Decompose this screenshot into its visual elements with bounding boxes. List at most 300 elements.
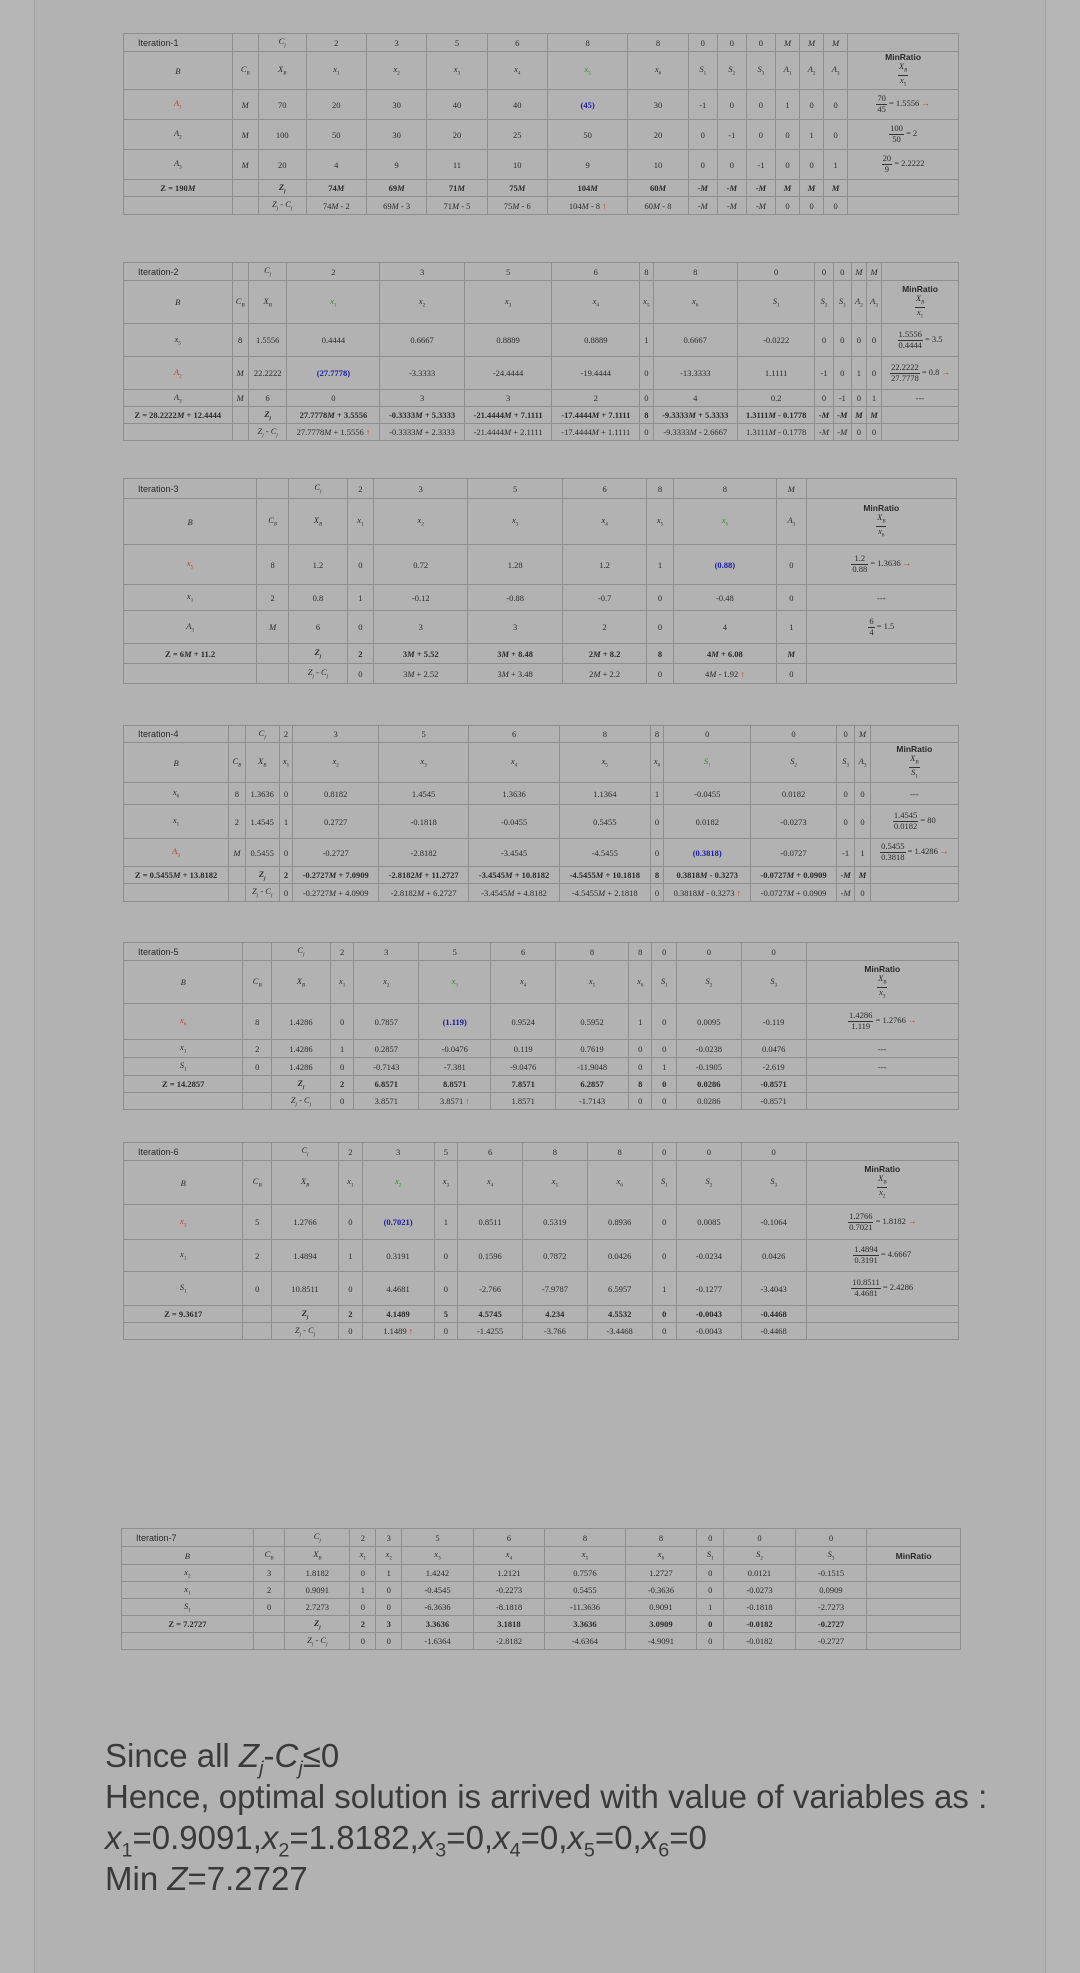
column-header: $C_B$ (229, 743, 246, 783)
table-cell: M (824, 180, 848, 197)
minratio-header: MinRatio $\frac{X_B}{x_6}$ (806, 499, 956, 545)
simplex-table-3 (123, 478, 957, 684)
table-cell: $Z_j$ (289, 644, 348, 664)
table-cell: 0 (717, 90, 746, 120)
table-cell: 0 (350, 1565, 376, 1582)
table-cell: (27.7778) (287, 357, 380, 390)
cj-cell (253, 1529, 285, 1547)
table-cell: 0.8889 (464, 324, 552, 357)
table-cell: 0.5455 (245, 839, 279, 867)
table-cell: 3 (253, 1565, 285, 1582)
cj-cell: 3 (366, 34, 426, 52)
table-cell: -0.2727 (795, 1633, 867, 1650)
table-cell: M (257, 611, 289, 644)
column-header: $S_1$ (737, 281, 815, 324)
table-cell: 0.0426 (741, 1240, 806, 1272)
table-cell: 0.2727 (293, 805, 379, 839)
table-cell: M (232, 120, 258, 150)
cj-cell (229, 726, 246, 743)
table-cell: 0 (800, 150, 824, 180)
table-cell: 0.119 (491, 1040, 556, 1058)
table-cell: -0.0234 (676, 1240, 741, 1272)
table-cell: 75M (487, 180, 547, 197)
table-cell: 1.4286 (272, 1058, 331, 1076)
table-cell: 0 (376, 1582, 402, 1599)
table-cell: -0.4468 (741, 1323, 806, 1340)
minratio-cell: $\frac{20}{9}$ = 2.2222 (848, 150, 959, 180)
table-cell: 3.8571 (354, 1093, 419, 1110)
cj-cell: 6 (473, 1529, 545, 1547)
table-cell: 10 (628, 150, 688, 180)
table-cell: -4.5455M + 2.1818 (559, 884, 650, 902)
table-cell: 0 (243, 1058, 272, 1076)
table-cell: -M (833, 407, 851, 424)
table-cell: -0.3636 (625, 1582, 697, 1599)
table-cell: 0 (652, 1093, 676, 1110)
cj-cell: 8 (625, 1529, 697, 1547)
table-cell: -6.3636 (402, 1599, 474, 1616)
cj-cell: 3 (380, 263, 464, 281)
table-cell: 3.3636 (545, 1616, 625, 1633)
table-cell: 1.1111 (737, 357, 815, 390)
table-cell: 6.2857 (556, 1076, 629, 1093)
minratio-header: MinRatio $\frac{X_B}{x_2}$ (806, 1161, 958, 1205)
table-cell: -1 (815, 357, 833, 390)
table-cell: 2 (243, 1040, 272, 1058)
table-cell (124, 884, 229, 902)
table-cell: 0.0286 (676, 1093, 741, 1110)
column-header: $x_1$ (279, 743, 293, 783)
table-cell (806, 664, 956, 684)
table-cell: 2 (347, 644, 373, 664)
table-cell: 30 (628, 90, 688, 120)
column-header: $x_6$ (625, 1547, 697, 1565)
iteration-label: Iteration-2 (124, 263, 233, 281)
table-cell: $Z_j - C_j$ (272, 1323, 339, 1340)
table-cell: -M (717, 197, 746, 215)
table-cell: 0 (376, 1633, 402, 1650)
basis-variable: $A_3$ (124, 839, 229, 867)
table-cell: M (232, 90, 258, 120)
table-cell: 0 (775, 120, 799, 150)
column-header: $C_B$ (257, 499, 289, 545)
cj-cell: 5 (379, 726, 469, 743)
table-cell: 0 (836, 805, 855, 839)
table-cell: 1 (775, 90, 799, 120)
table-cell: -3.4545 (469, 839, 560, 867)
column-header: $x_6$ (587, 1161, 652, 1205)
column-header: $X_B$ (248, 281, 287, 324)
cj-cell: 5 (468, 479, 562, 499)
table-cell: (0.7021) (362, 1205, 434, 1240)
table-cell: -24.4444 (464, 357, 552, 390)
table-cell: 0.1596 (458, 1240, 523, 1272)
cj-cell: 5 (427, 34, 487, 52)
table-cell: -0.1818 (724, 1599, 796, 1616)
cj-cell: 8 (556, 943, 629, 961)
table-cell (243, 1306, 272, 1323)
table-cell: $Z_j$ (258, 180, 306, 197)
table-cell: 0 (824, 120, 848, 150)
table-cell: 0 (434, 1272, 458, 1306)
table-row (124, 1040, 959, 1058)
table-cell: -1 (836, 839, 855, 867)
table-cell: -0.0182 (724, 1616, 796, 1633)
table-cell: -2.8182 (473, 1633, 545, 1650)
column-header: $x_3$ (434, 1161, 458, 1205)
cj-row (124, 726, 959, 743)
cj-cell (806, 1143, 958, 1161)
column-header: $A_3$ (777, 499, 807, 545)
table-cell (232, 180, 258, 197)
table-cell: -2.766 (458, 1272, 523, 1306)
table-cell: 0 (697, 1582, 724, 1599)
table-cell: 0 (640, 357, 653, 390)
column-header: $S_2$ (676, 1161, 741, 1205)
table-cell: 0 (652, 1040, 676, 1058)
table-cell: 0 (287, 390, 380, 407)
table-cell: -0.2727 (795, 1616, 867, 1633)
table-cell: 1 (376, 1565, 402, 1582)
table-cell: 2 (279, 867, 293, 884)
conclusion-line-3: $x_1=0.9091,x_2=1.8182,x_3=0,x_4=0,x_5=0,x_6=0$ (105, 1819, 707, 1862)
table-cell (232, 407, 248, 424)
table-cell: 0 (650, 805, 664, 839)
cj-cell: 0 (795, 1529, 867, 1547)
table-cell: 0 (855, 783, 870, 805)
table-cell: 1.4545 (379, 783, 469, 805)
table-cell: 100 (258, 120, 306, 150)
minratio-cell: $\frac{70}{45}$ = 1.5556 → (848, 90, 959, 120)
table-cell: -0.0182 (724, 1633, 796, 1650)
column-header: $x_5$ (547, 52, 627, 90)
table-cell: 0.7576 (545, 1565, 625, 1582)
column-header: $C_B$ (253, 1547, 285, 1565)
table-cell: -0.0455 (664, 783, 751, 805)
table-cell: 0 (652, 1205, 676, 1240)
table-cell: -2.7273 (795, 1599, 867, 1616)
table-cell: 0.2857 (354, 1040, 419, 1058)
table-row (124, 1240, 959, 1272)
objective-value: Z = 0.5455M + 13.8182 (124, 867, 229, 884)
table-cell: 0.7857 (354, 1004, 419, 1040)
table-cell (257, 664, 289, 684)
cj-cell: 6 (491, 943, 556, 961)
table-cell: -3.4545M + 4.8182 (469, 884, 560, 902)
table-cell: -8.1818 (473, 1599, 545, 1616)
table-cell: 3.3636 (402, 1616, 474, 1633)
cj-cell (243, 943, 272, 961)
table-cell: 1 (434, 1205, 458, 1240)
table-cell: -0.8571 (741, 1093, 806, 1110)
table-cell: 1 (652, 1058, 676, 1076)
table-cell: -7.9787 (522, 1272, 587, 1306)
cj-cell (243, 1143, 272, 1161)
column-header: $S_2$ (724, 1547, 796, 1565)
header-row (124, 281, 959, 324)
table-cell: 0.5455 (545, 1582, 625, 1599)
table-cell: 0 (777, 585, 807, 611)
column-header: $x_1$ (350, 1547, 376, 1565)
table-cell: 4 (673, 611, 776, 644)
cj-cell: 0 (676, 1143, 741, 1161)
column-header: $x_2$ (374, 499, 468, 545)
table-cell: 0 (697, 1633, 724, 1650)
column-header: $A_2$ (800, 52, 824, 90)
table-cell (806, 644, 956, 664)
column-header: $x_2$ (380, 281, 464, 324)
table-cell: -19.4444 (552, 357, 640, 390)
table-cell: -4.5455M + 10.1818 (559, 867, 650, 884)
zj-cj-row (124, 424, 959, 441)
table-cell: 1 (851, 357, 866, 390)
minratio-header: MinRatio $\frac{X_B}{x_3}$ (806, 961, 958, 1004)
table-cell: -0.3333M + 2.3333 (380, 424, 464, 441)
column-header: $x_1$ (306, 52, 366, 90)
table-cell: -0.0043 (676, 1306, 741, 1323)
table-cell: M (232, 390, 248, 407)
table-cell: 0 (350, 1633, 376, 1650)
table-cell: 0.8936 (587, 1205, 652, 1240)
cj-row (124, 34, 959, 52)
table-cell: 1 (697, 1599, 724, 1616)
table-cell: 2.7273 (285, 1599, 350, 1616)
minratio-cell: $\frac{0.5455}{0.3818}$ = 1.4286 → (870, 839, 958, 867)
table-cell: 0 (347, 664, 373, 684)
table-cell: -0.0238 (676, 1040, 741, 1058)
table-cell: -17.4444M + 7.1111 (552, 407, 640, 424)
cj-cell: 8 (653, 263, 737, 281)
header-row (124, 1161, 959, 1205)
iteration-label: Iteration-6 (124, 1143, 243, 1161)
column-header: $x_3$ (427, 52, 487, 90)
zj-row (124, 1076, 959, 1093)
table-cell: -1 (688, 90, 717, 120)
column-header: $S_1$ (664, 743, 751, 783)
cj-cell (806, 943, 958, 961)
cj-cell (232, 34, 258, 52)
cj-cell: 8 (628, 943, 652, 961)
objective-value: Z = 9.3617 (124, 1306, 243, 1323)
table-cell: 0.5455 (559, 805, 650, 839)
column-header: B (124, 1161, 243, 1205)
table-cell: -0.2727 (293, 839, 379, 867)
basis-variable: $x_6$ (124, 783, 229, 805)
cj-cell: 6 (487, 34, 547, 52)
table-cell: 0 (652, 1240, 676, 1272)
table-cell: 7.8571 (491, 1076, 556, 1093)
objective-value: Z = 28.2222M + 12.4444 (124, 407, 233, 424)
table-cell: 2 (243, 1240, 272, 1272)
table-cell (848, 197, 959, 215)
table-cell: 4 (653, 390, 737, 407)
table-cell: -M (688, 197, 717, 215)
table-cell: -1 (833, 390, 851, 407)
table-cell: 8 (243, 1004, 272, 1040)
simplex-table-6 (123, 1142, 959, 1340)
cj-cell: 0 (676, 943, 741, 961)
table-cell: 0 (647, 585, 673, 611)
basis-variable: $A_3$ (124, 150, 233, 180)
cj-cell: $C_j$ (258, 34, 306, 52)
cj-cell: 3 (362, 1143, 434, 1161)
table-cell: -7.381 (419, 1058, 491, 1076)
cj-cell: 0 (815, 263, 833, 281)
cj-cell: 8 (587, 1143, 652, 1161)
minratio-cell: $\frac{10.8511}{4.4681}$ = 2.4286 (806, 1272, 958, 1306)
table-cell: 0.3818M - 0.3273 ↑ (664, 884, 751, 902)
minratio-header: MinRatio (867, 1547, 961, 1565)
column-header: $C_B$ (232, 281, 248, 324)
table-cell: 3 (376, 1616, 402, 1633)
document-sheet (34, 0, 1046, 1973)
table-cell: 4 (306, 150, 366, 180)
column-header: $x_5$ (647, 499, 673, 545)
basis-variable: $x_2$ (122, 1565, 254, 1582)
cj-cell: 5 (419, 943, 491, 961)
table-cell: 0.0085 (676, 1205, 741, 1240)
table-cell: 20 (628, 120, 688, 150)
table-cell: 0 (746, 90, 775, 120)
minratio-cell (867, 1565, 961, 1582)
table-cell: 0.7872 (522, 1240, 587, 1272)
minratio-cell: $\frac{100}{50}$ = 2 (848, 120, 959, 150)
cj-cell: 0 (688, 34, 717, 52)
column-header: $x_6$ (650, 743, 664, 783)
table-cell: 0 (688, 150, 717, 180)
table-cell: -0.0222 (737, 324, 815, 357)
zj-row (124, 1306, 959, 1323)
table-cell: 30 (366, 120, 426, 150)
column-header: B (124, 499, 257, 545)
table-cell: -0.7143 (354, 1058, 419, 1076)
table-cell: 0 (652, 1004, 676, 1040)
table-cell (806, 1306, 958, 1323)
table-row (124, 1205, 959, 1240)
column-header: $x_3$ (402, 1547, 474, 1565)
basis-variable: $A_3$ (124, 611, 257, 644)
table-cell: 0 (866, 424, 881, 441)
table-cell: 50 (306, 120, 366, 150)
table-cell: 0.9524 (491, 1004, 556, 1040)
column-header: $x_6$ (628, 52, 688, 90)
column-header: $X_B$ (272, 1161, 339, 1205)
table-cell: 0 (800, 90, 824, 120)
table-cell: -2.8182 (379, 839, 469, 867)
table-cell: 3M + 2.52 (374, 664, 468, 684)
table-cell: -21.4444M + 2.1111 (464, 424, 552, 441)
table-cell: 2M + 8.2 (562, 644, 647, 664)
cj-cell (257, 479, 289, 499)
column-header: $X_B$ (258, 52, 306, 90)
column-header: $S_3$ (795, 1547, 867, 1565)
table-cell: 0 (350, 1599, 376, 1616)
cj-cell: 8 (628, 34, 688, 52)
table-cell: 6.5957 (587, 1272, 652, 1306)
basis-variable: $S_1$ (124, 1272, 243, 1306)
cj-cell: 5 (464, 263, 552, 281)
column-header: $x_2$ (366, 52, 426, 90)
table-cell: 5 (434, 1306, 458, 1323)
objective-value: Z = 6M + 11.2 (124, 644, 257, 664)
table-cell: M (851, 407, 866, 424)
table-cell (882, 407, 959, 424)
zj-cj-row (124, 1093, 959, 1110)
column-header: $x_4$ (552, 281, 640, 324)
table-cell: 1 (777, 611, 807, 644)
table-cell: 1.2 (289, 545, 348, 585)
iteration-label: Iteration-5 (124, 943, 243, 961)
table-cell: -13.3333 (653, 357, 737, 390)
zj-row (124, 644, 957, 664)
zj-cj-row (124, 664, 957, 684)
table-cell: 0 (697, 1565, 724, 1582)
cj-cell: $C_j$ (245, 726, 279, 743)
cj-row (124, 263, 959, 281)
table-cell: 0 (330, 1093, 354, 1110)
table-cell: 1 (800, 120, 824, 150)
table-cell: -4.9091 (625, 1633, 697, 1650)
table-cell: 0 (775, 150, 799, 180)
cj-cell (806, 479, 956, 499)
table-cell: (45) (547, 90, 627, 120)
table-cell: 74M (306, 180, 366, 197)
minratio-cell: --- (870, 783, 958, 805)
table-cell (870, 884, 958, 902)
table-cell: -9.3333M - 2.6667 (653, 424, 737, 441)
cj-cell (882, 263, 959, 281)
table-cell: (1.119) (419, 1004, 491, 1040)
table-cell: -0.7 (562, 585, 647, 611)
table-cell: 0 (855, 805, 870, 839)
table-cell: 0.0909 (795, 1582, 867, 1599)
table-cell: 4M + 6.08 (673, 644, 776, 664)
table-cell: 3.1818 (473, 1616, 545, 1633)
table-cell: 8 (647, 644, 673, 664)
table-cell: 2 (552, 390, 640, 407)
table-row (124, 120, 959, 150)
table-cell (253, 1633, 285, 1650)
table-cell: 0.4444 (287, 324, 380, 357)
table-cell: 9 (547, 150, 627, 180)
cj-cell: 2 (306, 34, 366, 52)
table-cell: 1.1364 (559, 783, 650, 805)
table-cell (232, 424, 248, 441)
minratio-cell: --- (806, 585, 956, 611)
table-cell: 104M (547, 180, 627, 197)
table-cell: -0.2727M + 4.0909 (293, 884, 379, 902)
cj-cell: 2 (279, 726, 293, 743)
table-cell: 2 (562, 611, 647, 644)
table-cell: 0 (824, 90, 848, 120)
table-cell: 0.7619 (556, 1040, 629, 1058)
table-cell: 6 (289, 611, 348, 644)
table-cell: -2.8182M + 11.2727 (379, 867, 469, 884)
table-cell: 2 (257, 585, 289, 611)
table-cell: -0.0476 (419, 1040, 491, 1058)
table-cell: -0.0455 (469, 805, 560, 839)
minratio-cell (867, 1599, 961, 1616)
cj-cell: $C_j$ (272, 943, 331, 961)
table-cell: 1.28 (468, 545, 562, 585)
table-cell: 1 (330, 1040, 354, 1058)
cj-cell: 2 (350, 1529, 376, 1547)
objective-value: Z = 190M (124, 180, 233, 197)
table-cell: M (232, 357, 248, 390)
table-cell: $Z_j - C_j$ (285, 1633, 350, 1650)
table-cell: -1.7143 (556, 1093, 629, 1110)
table-cell: -0.0273 (751, 805, 837, 839)
